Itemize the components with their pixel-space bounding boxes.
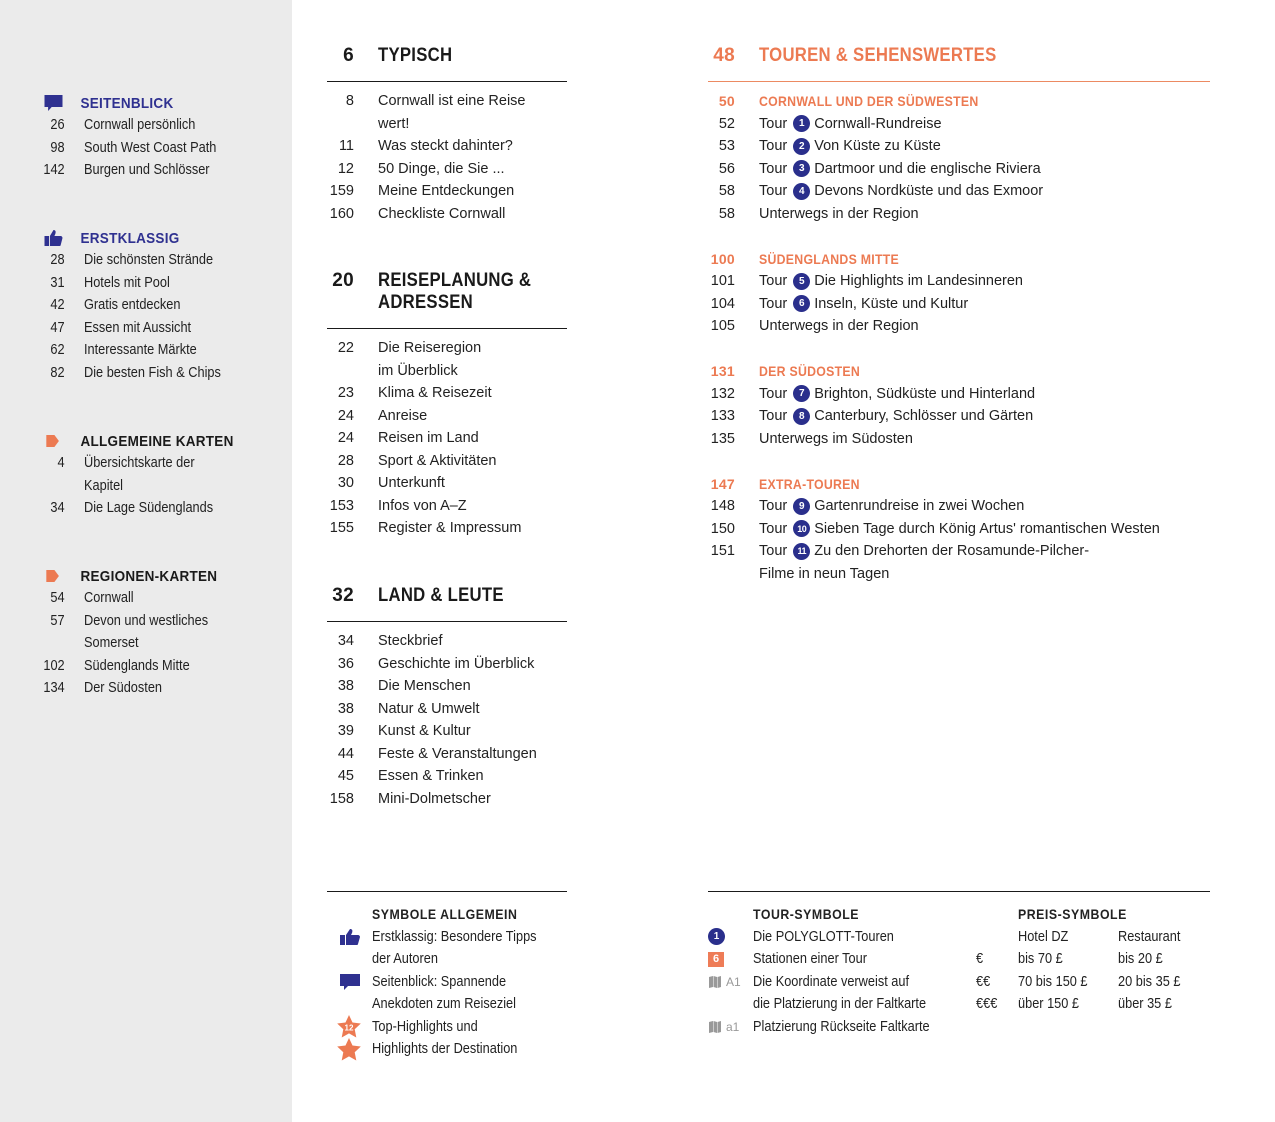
tour-number-badge: 1 bbox=[708, 928, 725, 945]
toc-entry[interactable]: 57 Devon und westliches bbox=[50, 612, 209, 629]
toc-entry[interactable]: 26 Cornwall persönlich bbox=[50, 117, 196, 134]
tour-entry[interactable]: 104 Tour 6 Inseln, Küste und Kultur bbox=[710, 295, 969, 312]
toc-entry[interactable]: 158 Mini-Dolmetscher bbox=[329, 790, 491, 807]
chapter-heading[interactable]: 48 TOUREN & SEHENSWERTES bbox=[713, 45, 997, 66]
sidebar bbox=[0, 0, 292, 1122]
toc-entry[interactable]: 54 Cornwall bbox=[50, 590, 134, 607]
speech-bubble-icon bbox=[40, 94, 81, 112]
legend-tour-price bbox=[708, 891, 1210, 1051]
region-heading[interactable]: 131 DER SÜDOSTEN bbox=[710, 363, 861, 380]
toc-entry[interactable]: 12 50 Dinge, die Sie ... bbox=[337, 160, 505, 177]
thumbs-up-icon bbox=[327, 928, 372, 946]
toc-entry[interactable]: 24 Reisen im Land bbox=[337, 430, 479, 447]
toc-entry[interactable]: 30 Unterkunft bbox=[337, 475, 445, 492]
region-suedosten bbox=[708, 360, 1210, 450]
chapter-land-leute bbox=[327, 585, 567, 810]
section-heading: ALLGEMEINE KARTEN bbox=[40, 430, 256, 452]
tour-number-badge: 8 bbox=[793, 408, 810, 425]
tour-entry[interactable]: 133 Tour 8 Canterbury, Schlösser und Gärten bbox=[710, 408, 1034, 425]
tour-entry[interactable]: 58 Tour 4 Devons Nordküste und das Exmoor bbox=[718, 183, 1044, 200]
toc-entry[interactable]: 34 Steckbrief bbox=[337, 633, 443, 650]
tour-number-badge: 3 bbox=[793, 160, 810, 177]
map-tag-icon bbox=[40, 434, 81, 448]
toc-entry-continuation: im Überblick bbox=[378, 362, 458, 379]
toc-entry[interactable]: 8 Cornwall ist eine Reise bbox=[345, 93, 526, 110]
toc-entry[interactable]: 58 Unterwegs in der Region bbox=[718, 205, 919, 222]
price-row: €€ 70 bis 150 £ 20 bis 35 £ bbox=[976, 973, 1181, 990]
tour-number-badge: 10 bbox=[793, 520, 810, 537]
chapter-touren bbox=[708, 45, 1210, 585]
svg-text:12: 12 bbox=[344, 1023, 354, 1033]
toc-entry[interactable]: 24 Anreise bbox=[337, 407, 428, 424]
price-row: € bis 70 £ bis 20 £ bbox=[976, 951, 1163, 968]
toc-entry[interactable]: 47 Essen mit Aussicht bbox=[50, 319, 192, 336]
tour-entry[interactable]: 132 Tour 7 Brighton, Südküste und Hinterland bbox=[710, 385, 1036, 402]
region-suedenglands-mitte bbox=[708, 248, 1210, 338]
toc-entry[interactable]: 11 Was steckt dahinter? bbox=[338, 138, 513, 155]
tour-number-badge: 9 bbox=[793, 498, 810, 515]
toc-entry[interactable]: 102 Südenglands Mitte bbox=[43, 657, 190, 674]
toc-entry[interactable]: 155 Register & Impressum bbox=[329, 520, 522, 537]
tour-number-badge: 2 bbox=[793, 138, 810, 155]
map-coordinate-icon: a1 bbox=[708, 1020, 753, 1034]
tour-entry[interactable]: 151 Tour 11 Zu den Drehorten der Rosamunde-Pilcher- bbox=[710, 543, 1090, 560]
legend-price bbox=[976, 903, 1210, 1016]
toc-entry[interactable]: 31 Hotels mit Pool bbox=[50, 274, 170, 291]
toc-entry[interactable]: 28 Sport & Aktivitäten bbox=[337, 452, 497, 469]
sidebar-section-regionen-karten bbox=[40, 565, 280, 700]
star-icon bbox=[327, 1038, 372, 1061]
sidebar-section-seitenblick bbox=[40, 92, 280, 182]
toc-entry[interactable]: 38 Natur & Umwelt bbox=[337, 700, 480, 717]
divider bbox=[327, 328, 567, 329]
toc-entry[interactable]: 134 Der Südosten bbox=[43, 680, 163, 697]
thumbs-up-icon bbox=[40, 229, 81, 247]
tour-number-badge: 4 bbox=[793, 183, 810, 200]
chapter-heading[interactable]: 20 REISEPLANUNG & ADRESSEN bbox=[332, 270, 532, 313]
toc-entry[interactable]: 135 Unterwegs im Südosten bbox=[710, 430, 913, 447]
legend-heading: SYMBOLE ALLGEMEIN bbox=[372, 906, 518, 923]
toc-entry[interactable]: 45 Essen & Trinken bbox=[337, 768, 484, 785]
divider bbox=[708, 891, 1210, 892]
tour-entry[interactable]: 56 Tour 3 Dartmoor und die englische Riviera bbox=[718, 160, 1041, 177]
legend-tour: TOUR-SYMBOLE 1 Die POLYGLOTT-Touren 6 Stationen einer Tour A1 Die Koordinate verweist auf die Platzierung in der Faltkarte a1 Platzierung Rückseite Faltkarte bbox=[708, 903, 978, 1038]
toc-entry-continuation: wert! bbox=[378, 115, 410, 132]
tour-number-badge: 7 bbox=[793, 385, 810, 402]
tour-entry[interactable]: 150 Tour 10 Sieben Tage durch König Artus' romantischen Westen bbox=[710, 520, 1160, 537]
toc-entry[interactable]: 159 Meine Entdeckungen bbox=[329, 183, 515, 200]
chapter-typisch bbox=[327, 45, 567, 225]
divider bbox=[327, 891, 567, 892]
toc-entry[interactable]: 36 Geschichte im Überblick bbox=[337, 655, 535, 672]
toc-entry[interactable]: 22 Die Reiseregion bbox=[337, 340, 482, 357]
region-heading[interactable]: 50 CORNWALL UND DER SÜDWESTEN bbox=[718, 93, 979, 110]
region-heading[interactable]: 100 SÜDENGLANDS MITTE bbox=[710, 250, 900, 267]
toc-entry[interactable]: 44 Feste & Veranstaltungen bbox=[337, 745, 537, 762]
toc-entry[interactable]: 82 Die besten Fish & Chips bbox=[50, 364, 221, 381]
tour-entry[interactable]: 53 Tour 2 Von Küste zu Küste bbox=[718, 138, 941, 155]
region-extra-touren bbox=[708, 473, 1210, 586]
map-coordinate-icon: A1 bbox=[708, 975, 753, 989]
numbered-star-icon bbox=[327, 1015, 372, 1038]
column-header-restaurant: Restaurant bbox=[1118, 928, 1181, 945]
legend-heading: PREIS-SYMBOLE bbox=[1018, 906, 1127, 923]
toc-entry[interactable]: 153 Infos von A–Z bbox=[329, 497, 467, 514]
region-heading[interactable]: 147 EXTRA-TOUREN bbox=[710, 475, 860, 492]
tour-number-badge: 6 bbox=[793, 295, 810, 312]
toc-entry[interactable]: 28 Die schönsten Strände bbox=[50, 252, 214, 269]
region-cornwall bbox=[708, 90, 1210, 225]
chapter-heading[interactable]: 6 TYPISCH bbox=[343, 45, 453, 66]
sidebar-section-erstklassig bbox=[40, 227, 280, 384]
tour-number-badge: 5 bbox=[793, 273, 810, 290]
tour-entry[interactable]: 148 Tour 9 Gartenrundreise in zwei Wochen bbox=[710, 498, 1025, 515]
toc-entry[interactable]: 39 Kunst & Kultur bbox=[337, 723, 471, 740]
price-row: €€€ über 150 £ über 35 £ bbox=[976, 996, 1172, 1013]
toc-entry[interactable]: 42 Gratis entdecken bbox=[50, 297, 181, 314]
section-heading: SEITENBLICK bbox=[40, 92, 256, 114]
section-heading: ERSTKLASSIG bbox=[40, 227, 256, 249]
tour-number-badge: 11 bbox=[793, 543, 810, 560]
toc-entry[interactable]: 23 Klima & Reisezeit bbox=[337, 385, 492, 402]
section-heading: REGIONEN-KARTEN bbox=[40, 565, 256, 587]
sidebar-section-allgemeine-karten bbox=[40, 430, 280, 520]
toc-entry[interactable]: 4 Übersichtskarte der bbox=[57, 455, 195, 472]
toc-entry[interactable]: 62 Interessante Märkte bbox=[50, 342, 197, 359]
speech-bubble-icon bbox=[327, 973, 372, 991]
toc-entry-continuation: Filme in neun Tagen bbox=[759, 565, 890, 582]
legend-heading: TOUR-SYMBOLE bbox=[753, 906, 860, 923]
map-tag-icon bbox=[40, 569, 81, 583]
toc-entry-continuation: Kapitel bbox=[84, 477, 124, 494]
chapter-reiseplanung bbox=[327, 270, 567, 540]
tour-entry[interactable]: 52 Tour 1 Cornwall-Rundreise bbox=[718, 115, 942, 132]
tour-number-badge: 1 bbox=[793, 115, 810, 132]
toc-entry[interactable]: 142 Burgen und Schlösser bbox=[43, 162, 210, 179]
divider bbox=[708, 81, 1210, 82]
toc-entry[interactable]: 105 Unterwegs in der Region bbox=[710, 318, 919, 335]
toc-entry[interactable]: 38 Die Menschen bbox=[337, 678, 471, 695]
divider bbox=[327, 621, 567, 622]
toc-entry-continuation: Somerset bbox=[84, 635, 139, 652]
station-number-badge: 6 bbox=[708, 952, 724, 967]
divider bbox=[327, 81, 567, 82]
column-header-hotel: Hotel DZ bbox=[1018, 928, 1069, 945]
tour-entry[interactable]: 101 Tour 5 Die Highlights im Landesinneren bbox=[710, 273, 1023, 290]
toc-entry[interactable]: 98 South West Coast Path bbox=[50, 139, 217, 156]
toc-entry[interactable]: 160 Checkliste Cornwall bbox=[329, 205, 506, 222]
legend-general: SYMBOLE ALLGEMEIN Erstklassig: Besondere Tipps der Autoren Seitenblick: Spannende Anekdoten zum Reiseziel 12 Top-Highlights und Highlights der Destination bbox=[327, 891, 567, 1061]
chapter-heading[interactable]: 32 LAND & LEUTE bbox=[332, 585, 504, 606]
toc-entry[interactable]: 34 Die Lage Südenglands bbox=[50, 500, 214, 517]
